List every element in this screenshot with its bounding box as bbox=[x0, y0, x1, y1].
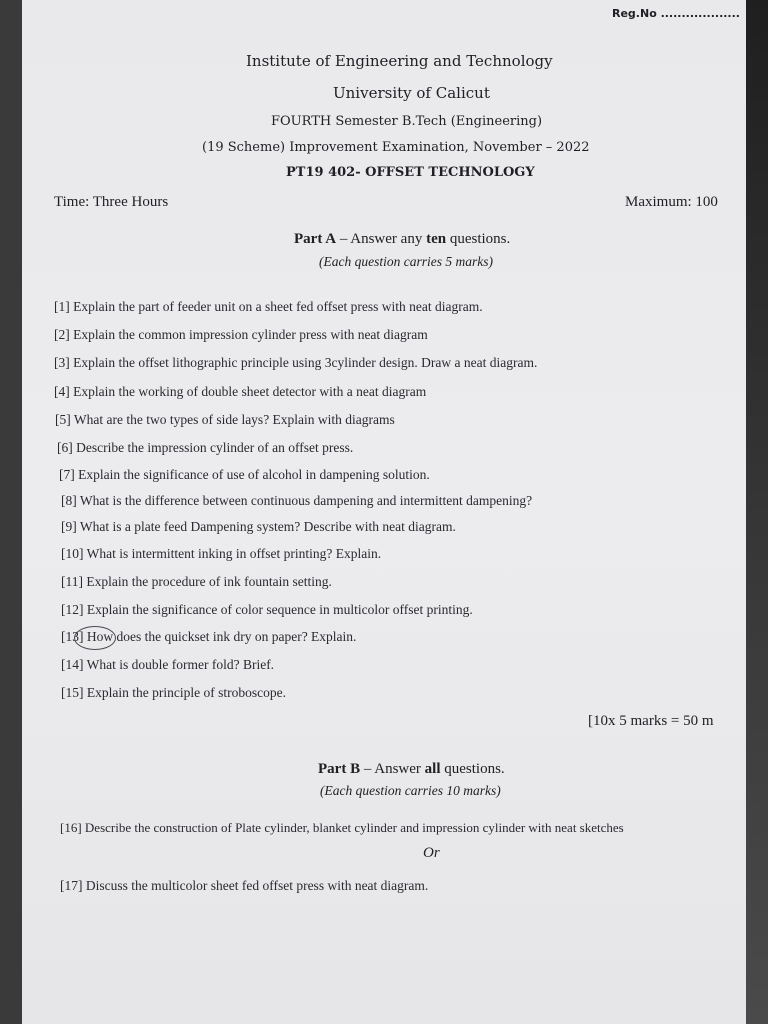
part-b-instruction: – Answer bbox=[360, 761, 425, 777]
university-name: University of Calicut bbox=[333, 84, 490, 102]
question-17: [17] Discuss the multicolor sheet fed offset press with neat diagram. bbox=[60, 878, 429, 893]
exam-paper bbox=[22, 0, 746, 1024]
exam-duration: Time: Three Hours bbox=[54, 194, 169, 210]
semester-line: FOURTH Semester B.Tech (Engineering) bbox=[271, 114, 543, 129]
part-a-count: ten bbox=[426, 231, 447, 247]
photo-background-left bbox=[0, 0, 22, 1024]
part-b-label: Part B bbox=[318, 761, 361, 777]
photo-background-right bbox=[746, 0, 768, 1024]
question-6: [6] Describe the impression cylinder of an offset press. bbox=[57, 440, 354, 455]
question-9: [9] What is a plate feed Dampening system? Describe with neat diagram. bbox=[61, 519, 456, 534]
part-a-label: Part A bbox=[294, 231, 337, 247]
part-a-heading bbox=[294, 231, 510, 248]
question-2: [2] Explain the common impression cylinder press with neat diagram bbox=[54, 327, 428, 342]
question-12: [12] Explain the significance of color sequence in multicolor offset printing. bbox=[61, 602, 473, 617]
part-b-count: all bbox=[424, 761, 441, 777]
question-1: [1] Explain the part of feeder unit on a sheet fed offset press with neat diagram. bbox=[54, 299, 483, 314]
part-a-subtitle: (Each question carries 5 marks) bbox=[319, 254, 493, 269]
question-15: [15] Explain the principle of stroboscope. bbox=[61, 685, 286, 700]
part-b-instruction-end: questions. bbox=[440, 761, 505, 777]
question-8: [8] What is the difference between continuous dampening and intermittent dampening? bbox=[61, 493, 533, 508]
question-11: [11] Explain the procedure of ink fountain setting. bbox=[61, 574, 332, 589]
question-5: [5] What are the two types of side lays? Explain with diagrams bbox=[55, 412, 395, 427]
maximum-marks: Maximum: 100 bbox=[625, 194, 718, 210]
reg-no: Reg.No ................... bbox=[612, 7, 740, 20]
or-separator: Or bbox=[423, 845, 440, 861]
question-10: [10] What is intermittent inking in offset printing? Explain. bbox=[61, 546, 382, 561]
scheme-line: (19 Scheme) Improvement Examination, November – 2022 bbox=[202, 140, 590, 155]
part-a-marks: [10x 5 marks = 50 m bbox=[588, 713, 714, 729]
part-b-subtitle: (Each question carries 10 marks) bbox=[320, 783, 501, 798]
question-16: [16] Describe the construction of Plate cylinder, blanket cylinder and impression cylinder with neat sketches bbox=[60, 820, 624, 835]
question-14: [14] What is double former fold? Brief. bbox=[61, 657, 275, 672]
part-b-heading bbox=[318, 761, 505, 778]
question-13: [13] How does the quickset ink dry on paper? Explain. bbox=[61, 629, 357, 644]
course-title: PT19 402- OFFSET TECHNOLOGY bbox=[286, 165, 535, 180]
institute-name: Institute of Engineering and Technology bbox=[246, 52, 553, 70]
question-7: [7] Explain the significance of use of alcohol in dampening solution. bbox=[59, 467, 430, 482]
part-a-instruction-end: questions. bbox=[446, 231, 511, 247]
question-3: [3] Explain the offset lithographic principle using 3cylinder design. Draw a neat diagram. bbox=[54, 355, 538, 370]
question-4: [4] Explain the working of double sheet detector with a neat diagram bbox=[54, 384, 427, 399]
part-a-instruction: – Answer any bbox=[336, 231, 427, 247]
